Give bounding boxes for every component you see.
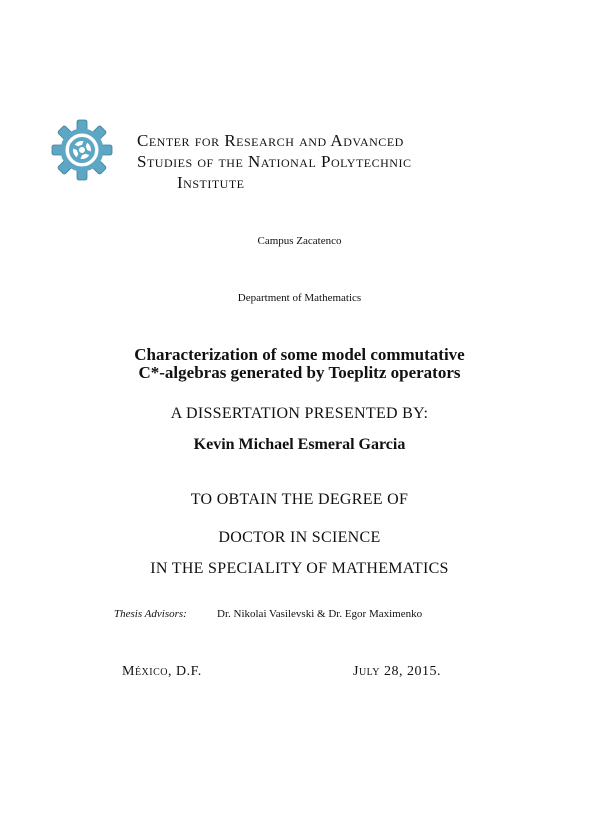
date: July 28, 2015. (353, 664, 441, 679)
department: Department of Mathematics (237, 292, 362, 304)
title-line-2: C*-algebras generated by Toeplitz operators (138, 363, 461, 382)
thesis-advisors (114, 608, 422, 620)
advisors-label: Thesis Advisors: (114, 608, 187, 620)
author-name: Kevin Michael Esmeral Garcia (193, 436, 406, 453)
dissertation-title (0, 346, 599, 382)
title-line-1: Characterization of some model commutative (134, 345, 465, 364)
campus: Campus Zacatenco (257, 235, 342, 247)
institution-name (137, 130, 477, 193)
place: México, D.F. (122, 664, 202, 679)
cinvestav-logo-icon (50, 118, 114, 182)
institution-line-1: Center for Research and Advanced (137, 131, 404, 150)
speciality: IN THE SPECIALITY OF MATHEMATICS (150, 560, 449, 577)
institution-line-2: Studies of the National Polytechnic (137, 152, 412, 171)
presented-by: A DISSERTATION PRESENTED BY: (170, 405, 429, 422)
advisors-names: Dr. Nikolai Vasilevski & Dr. Egor Maximenko (217, 608, 423, 620)
obtain-degree-text: TO OBTAIN THE DEGREE OF (190, 491, 409, 508)
institution-line-3: Institute (177, 173, 245, 192)
degree-name: DOCTOR IN SCIENCE (218, 529, 381, 546)
